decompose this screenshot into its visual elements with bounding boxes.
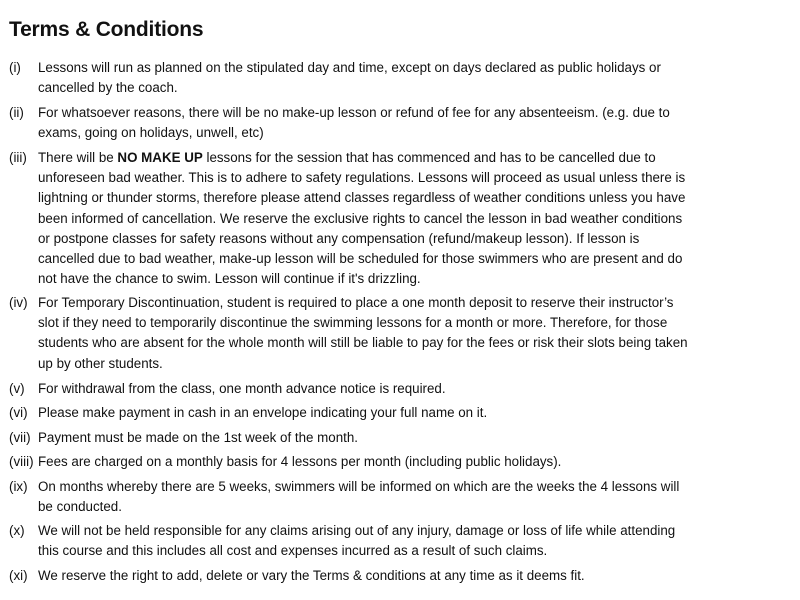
term-number: (ix)	[9, 479, 28, 494]
term-text-line: not have the chance to swim. Lesson will continue if it's drizzling.	[38, 271, 421, 287]
term-number: (ii)	[9, 105, 24, 120]
term-text-line: been informed of cancellation. We reserve the exclusive rights to cancel the lesson in bad weather conditions	[38, 210, 683, 226]
term-text-line: For whatsoever reasons, there will be no make-up lesson or refund of fee for any absenteeism. (e.g. due to	[38, 105, 670, 120]
term-text-prefix: There will be	[38, 150, 118, 165]
term-text-line: Lessons will run as planned on the stipulated day and time, except on days declared as public holidays or	[38, 60, 661, 75]
term-number: (iii)	[9, 150, 27, 165]
term-text-suffix: lessons for the session that has commenced and has to be cancelled due to	[202, 150, 656, 165]
term-text-line: be conducted.	[38, 499, 122, 515]
term-number: (iv)	[9, 295, 28, 310]
term-text-line: students who are absent for the whole month will still be liable to pay for the fees or risk their slots being taken	[38, 335, 688, 351]
term-text-line: slot if they need to temporarily discontinue the swimming lessons for a month or more. Therefore, for those	[38, 315, 668, 331]
term-number: (x)	[9, 523, 25, 538]
term-text-line: this course and this includes all cost and expenses incurred as a result of such claims.	[38, 543, 548, 559]
no-make-up-emphasis: NO MAKE UP	[117, 150, 203, 165]
term-number: (viii)	[9, 454, 34, 469]
term-text-line: exams, going on holidays, unwell, etc)	[38, 125, 264, 141]
term-text-line: We will not be held responsible for any claims arising out of any injury, damage or loss of life while attending	[38, 523, 676, 538]
term-text-line: For Temporary Discontinuation, student is required to place a one month deposit to reserve their instructor’s	[38, 295, 674, 310]
term-text-line	[38, 148, 796, 168]
term-text-line: cancelled due to bad weather, make-up lesson will be scheduled for those swimmers who are present and do	[38, 250, 683, 266]
term-text-line: On months whereby there are 5 weeks, swimmers will be informed on which are the weeks the 4 lessons will	[38, 479, 680, 494]
term-text-line: Payment must be made on the 1st week of the month.	[38, 430, 358, 445]
term-number: (i)	[9, 60, 21, 75]
term-text-line: Fees are charged on a monthly basis for 4 lessons per month (including public holidays).	[38, 454, 562, 469]
term-text-line: Please make payment in cash in an envelope indicating your full name on it.	[38, 405, 488, 420]
term-number: (vi)	[9, 405, 28, 420]
term-text-line: cancelled by the coach.	[38, 80, 178, 96]
term-text-line: unforeseen bad weather. This is to adhere to safety regulations. Lessons will proceed as usual unless there is	[38, 170, 686, 186]
term-number: (xi)	[9, 568, 28, 583]
term-text-line: For withdrawal from the class, one month advance notice is required.	[38, 381, 446, 396]
term-text-line: lightning or thunder storms, therefore please attend classes regardless of weather conditions unless you have	[38, 190, 686, 206]
term-number: (v)	[9, 381, 25, 396]
term-text-line: up by other students.	[38, 355, 163, 371]
term-number: (vii)	[9, 430, 31, 445]
term-text-line: We reserve the right to add, delete or vary the Terms & conditions at any time as it deems fit.	[38, 568, 585, 583]
term-text-line: or postpone classes for safety reasons without any compensation (refund/makeup lesson). If lesson is	[38, 230, 640, 246]
page-title: Terms & Conditions	[9, 18, 204, 41]
